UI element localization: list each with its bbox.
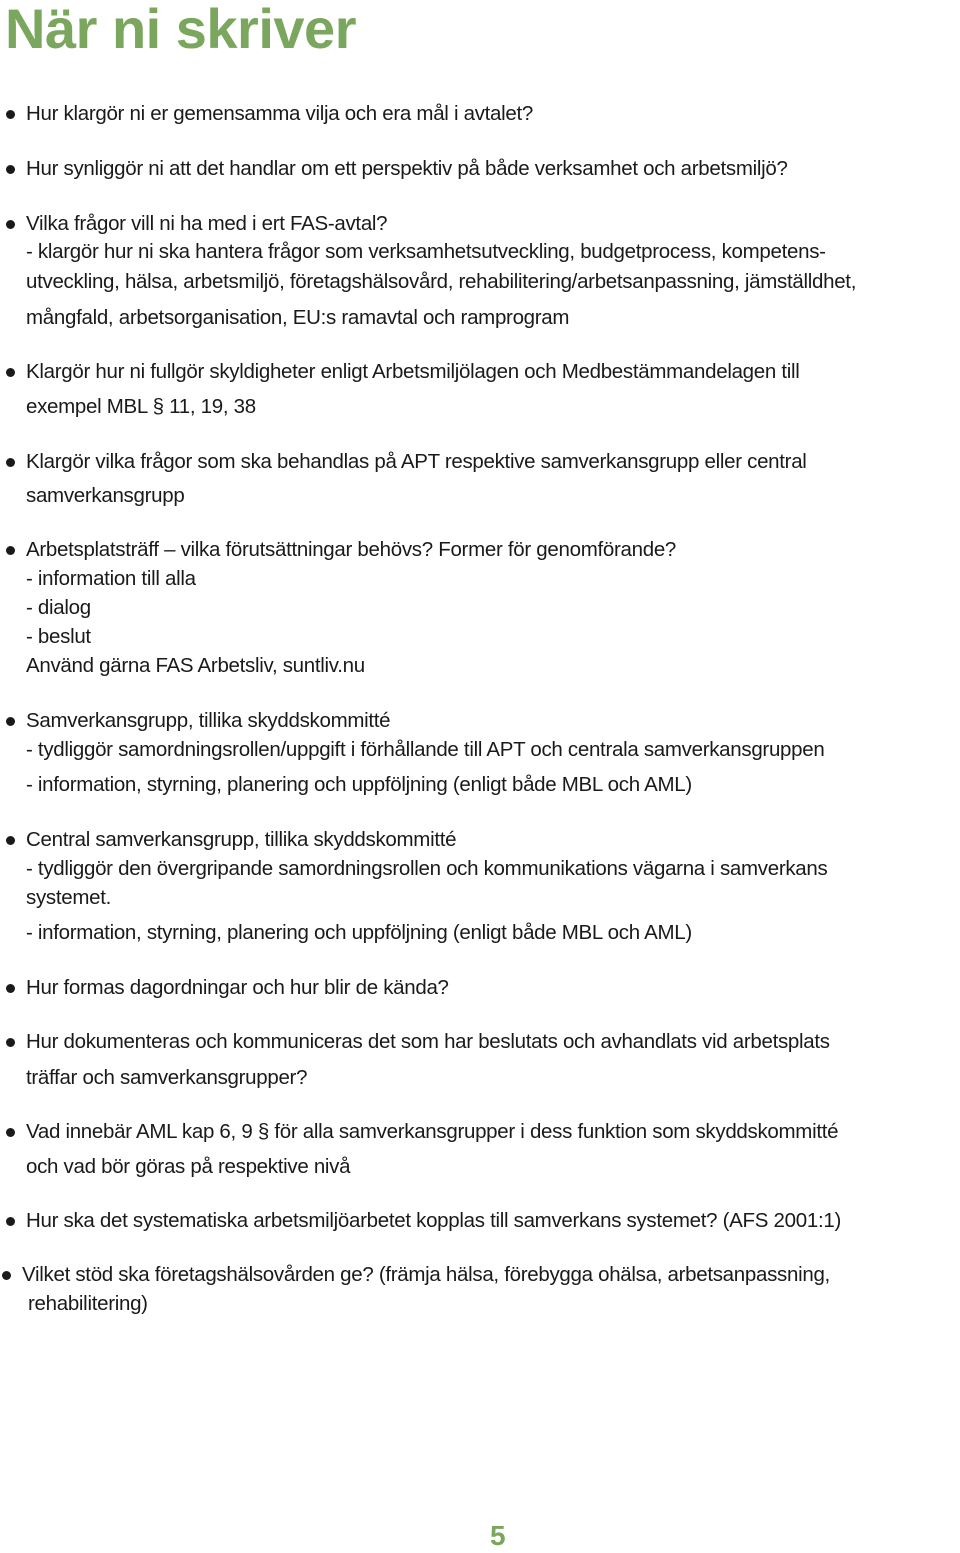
list-item-line: rehabilitering) [28,1292,148,1315]
page-title: När ni skriver [5,0,356,60]
bullet-icon [6,1128,15,1137]
page-number: 5 [490,1520,506,1551]
bullet-icon [6,836,15,845]
bullet-icon [6,165,15,174]
bullet-icon [6,110,15,119]
bullet-icon [6,458,15,467]
bullet-icon [6,984,15,993]
list-item-line: Samverkansgrupp, tillika skyddskommitté [26,709,391,732]
bullet-icon [6,717,15,726]
list-item-line: - information, styrning, planering och uppföljning (enligt både MBL och AML) [26,921,692,944]
bullet-icon [6,1038,15,1047]
list-item-line: mångfald, arbetsorganisation, EU:s ramavtal och ramprogram [26,306,570,329]
bullet-icon [6,368,15,377]
list-item-line: - beslut [26,625,91,648]
list-item-line: Hur ska det systematiska arbetsmiljöarbetet kopplas till samverkans systemet? (AFS 2001:1) [26,1209,841,1232]
list-item-line: Central samverkansgrupp, tillika skyddskommitté [26,828,457,851]
list-item-line: systemet. [26,886,112,909]
list-item-line: utveckling, hälsa, arbetsmiljö, företagshälsovård, rehabilitering/arbetsanpassning, jämställdhet, [26,270,857,293]
list-item-line: - klargör hur ni ska hantera frågor som verksamhetsutveckling, budgetprocess, kompetens- [26,240,826,263]
list-item-line: Vad innebär AML kap 6, 9 § för alla samverkansgrupper i dess funktion som skyddskommitté [26,1120,839,1143]
bullet-icon [6,546,15,555]
list-item-line: - dialog [26,596,91,619]
list-item-line: träffar och samverkansgrupper? [26,1066,308,1089]
bullet-icon [2,1271,11,1280]
list-item-line: Klargör vilka frågor som ska behandlas på APT respektive samverkansgrupp eller central [26,450,807,473]
list-item-line: Hur synliggör ni att det handlar om ett perspektiv på både verksamhet och arbetsmiljö? [26,157,788,180]
list-item-line: - information, styrning, planering och uppföljning (enligt både MBL och AML) [26,773,692,796]
list-item-line: Vilket stöd ska företagshälsovården ge? (främja hälsa, förebygga ohälsa, arbetsanpassning, [22,1263,830,1286]
list-item-line: - tydliggör den övergripande samordningsrollen och kommunikations vägarna i samverkans [26,857,828,880]
list-item-line: - information till alla [26,567,196,590]
list-item-line: Klargör hur ni fullgör skyldigheter enligt Arbetsmiljölagen och Medbestämmandelagen till [26,360,800,383]
list-item-line: Hur dokumenteras och kommuniceras det som har beslutats och avhandlats vid arbetsplats [26,1030,830,1053]
list-item-line: Använd gärna FAS Arbetsliv, suntliv.nu [26,654,365,677]
list-item-line: Arbetsplatsträff – vilka förutsättningar behövs? Former för genomförande? [26,538,677,561]
list-item-line: - tydliggör samordningsrollen/uppgift i förhållande till APT och centrala samverkansgruppen [26,738,825,761]
list-item-line: exempel MBL § 11, 19, 38 [26,395,256,418]
list-item-line: samverkansgrupp [26,484,185,507]
bullet-icon [6,1217,15,1226]
list-item-line: Vilka frågor vill ni ha med i ert FAS-avtal? [26,212,388,235]
bullet-icon [6,220,15,229]
list-item-line: och vad bör göras på respektive nivå [26,1155,351,1178]
list-item-line: Hur klargör ni er gemensamma vilja och era mål i avtalet? [26,102,534,125]
list-item-line: Hur formas dagordningar och hur blir de kända? [26,976,449,999]
